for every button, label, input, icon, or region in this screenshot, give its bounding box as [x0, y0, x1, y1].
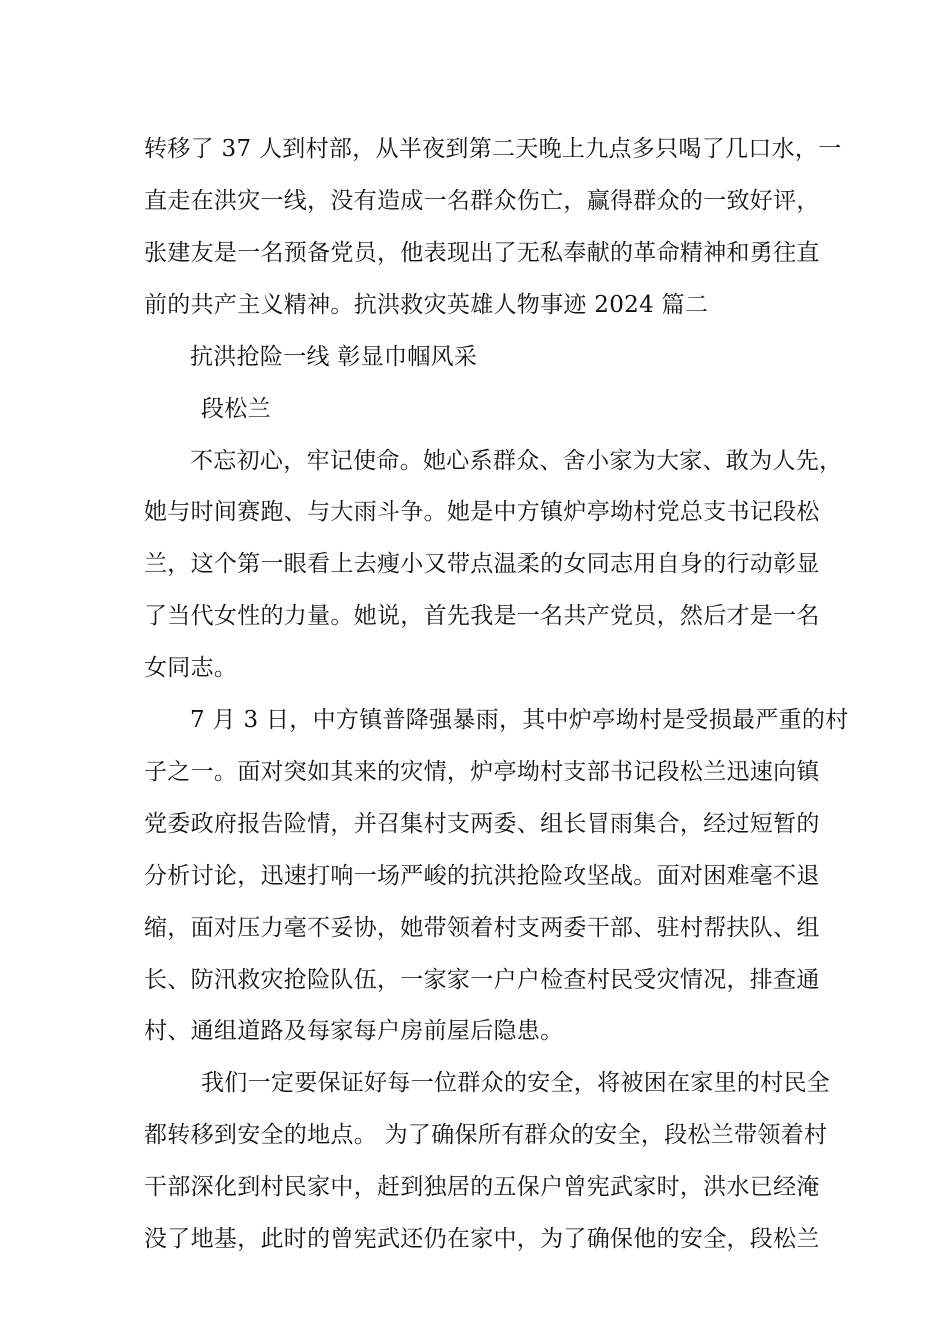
text-line: 前的共产主义精神。抗洪救灾英雄人物事迹 2024 篇二 — [144, 292, 709, 318]
text-line: 党委政府报告险情，并召集村支两委、组长冒雨集合，经过短暂的 — [144, 811, 820, 837]
text-line: 分析讨论，迅速打响一场严峻的抗洪抢险攻坚战。面对困难毫不退 — [144, 863, 820, 889]
text-line: 不忘初心，牢记使命。她心系群众、舍小家为大家、敢为人先， — [190, 448, 843, 474]
text-line: 女同志。 — [144, 655, 238, 681]
text-line: 长、防汛救灾抢险队伍，一家家一户户检查村民受灾情况，排查通 — [144, 967, 820, 993]
text-line: 了当代女性的力量。她说，首先我是一名共产党员，然后才是一名 — [144, 603, 820, 629]
text-line: 缩，面对压力毫不妥协，她带领着村支两委干部、驻村帮扶队、组 — [144, 915, 820, 941]
text-line: 张建友是一名预备党员，他表现出了无私奉献的革命精神和勇往直 — [144, 240, 820, 266]
text-line: 兰，这个第一眼看上去瘦小又带点温柔的女同志用自身的行动彰显 — [144, 551, 820, 577]
text-line: 我们一定要保证好每一位群众的安全，将被困在家里的村民全 — [201, 1070, 831, 1096]
text-line: 干部深化到村民家中，赶到独居的五保户曾宪武家时，洪水已经淹 — [144, 1174, 820, 1200]
text-line: 子之一。面对突如其来的灾情，炉亭坳村支部书记段松兰迅速向镇 — [144, 759, 820, 785]
text-line: 都转移到安全的地点。 为了确保所有群众的安全，段松兰带领着村 — [144, 1122, 828, 1148]
text-line: 没了地基，此时的曾宪武还仍在家中，为了确保他的安全，段松兰 — [144, 1226, 820, 1252]
text-line: 她与时间赛跑、与大雨斗争。她是中方镇炉亭坳村党总支书记段松 — [144, 499, 820, 525]
text-line: 转移了 37 人到村部，从半夜到第二天晚上九点多只喝了几口水，一 — [144, 136, 842, 162]
section-title: 抗洪抢险一线 彰显巾帼风采 — [190, 344, 478, 370]
text-line: 7 月 3 日，中方镇普降强暴雨，其中炉亭坳村是受损最严重的村 — [190, 707, 849, 733]
author-name: 段松兰 — [201, 396, 271, 422]
text-line: 村、通组道路及每家每户房前屋后隐患。 — [144, 1018, 564, 1044]
text-line: 直走在洪灾一线，没有造成一名群众伤亡，赢得群众的一致好评， — [144, 188, 820, 214]
